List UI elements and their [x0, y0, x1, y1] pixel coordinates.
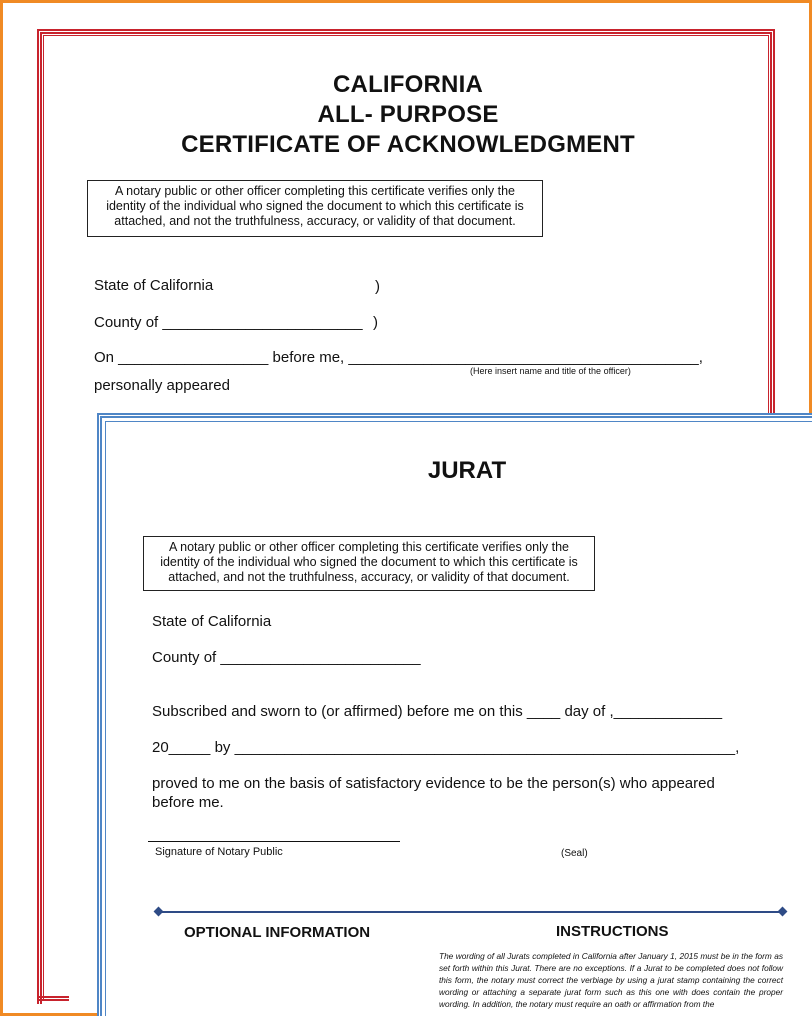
instructions-heading: INSTRUCTIONS	[556, 923, 669, 940]
ack-state-label: State of California	[94, 277, 214, 294]
jurat-notice-box: A notary public or other officer completing this certificate verifies only the identity of the individual who signed the document to which this certificate is attached, and not the truthfulness, accuracy, or validity of that document.	[143, 536, 595, 591]
ack-officer-note: (Here insert name and title of the officer)	[470, 366, 631, 376]
instructions-text: The wording of all Jurats completed in California after January 1, 2015 must be in the form as set forth within this Jurat. There are no exceptions. If a Jurat to be completed does not follow this form, the notary must correct the verbiage by using a jurat stamp containing the correct wording or attaching a separate jurat form such as this one with does contain the proper wording. In addition, the notary must require an oath or affirmation from the	[439, 951, 783, 1009]
ack-state-paren: )	[375, 278, 380, 295]
notary-signature-line[interactable]	[148, 841, 400, 842]
jurat-proved-text: proved to me on the basis of satisfactory evidence to be the person(s) who appeared before me.	[152, 775, 715, 811]
ack-personally-appeared: personally appeared	[94, 377, 230, 394]
ack-title-line1: CALIFORNIA	[333, 71, 483, 98]
jurat-state-label: State of California	[152, 613, 272, 630]
jurat-county-field[interactable]: County of ________________________	[152, 649, 421, 666]
ack-county-paren: )	[373, 314, 378, 331]
jurat-year-by-line[interactable]: 20_____ by ____________________________________________________________,	[152, 739, 740, 756]
jurat-title: JURAT	[427, 457, 507, 484]
ack-notice-box: A notary public or other officer completing this certificate verifies only the identity of the individual who signed the document to which this certificate is attached, and not the truthfulness, accuracy, or validity of that document.	[87, 180, 543, 237]
ack-title-line2: ALL- PURPOSE	[317, 101, 499, 128]
optional-information-heading: OPTIONAL INFORMATION	[184, 924, 371, 941]
jurat-certificate	[97, 413, 812, 1016]
ack-title-line3: CERTIFICATE OF ACKNOWLEDGMENT	[181, 131, 635, 158]
red-border-corner	[37, 991, 69, 1001]
ack-date-officer-line[interactable]: On __________________ before me, __________________________________________,	[94, 349, 703, 366]
ack-county-field[interactable]: County of ________________________	[94, 314, 363, 331]
jurat-subscribed-line[interactable]: Subscribed and sworn to (or affirmed) before me on this ____ day of ,_____________	[152, 703, 723, 720]
signature-label: Signature of Notary Public	[155, 846, 283, 858]
seal-label: (Seal)	[561, 848, 588, 859]
section-divider	[159, 911, 783, 913]
